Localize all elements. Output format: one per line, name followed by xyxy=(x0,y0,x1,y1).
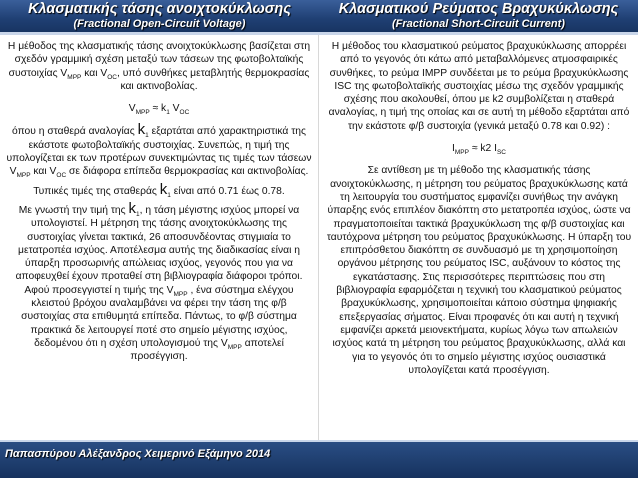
left-header xyxy=(0,2,319,30)
left-paragraph-3: Τυπικές τιμές της σταθεράς $k_1$ είναι από 0.71 έως 0.78. xyxy=(33,180,285,199)
right-paragraph-2: Σε αντίθεση με τη μέθοδο της κλασματικής τάσης ανοιχτοκύκλωσης, η μέτρηση του ρεύματος βραχυκύκλωσης κατά τη λειτουργία του συστήματος εμφανίζει συνήθως την ανάγκη ύπαρξης ενός επιπλέον διακόπτη στο μετατροπέα ισχύος, ώστε να πραγματοποιείται τακτικά βραχυκύκλωση της φ/β συστοιχίας και ταυτόχρονα μέτρηση του ρεύματος βραχυκύκλωσης. Η ύπαρξη του επιπρόσθετου διακόπτη σε συνδυασμό με τη χρησιμοποίηση οργάνου μέτρησης του ρεύματος ISC, αυξάνουν το κόστος της εγκατάστασης. Στις περισσότερες περιπτώσεις που στη βιβλιογραφία εφαρμόζεται η τεχνική του κλασματικού ρεύματος βραχυκύκλωσης, χρησιμοποιείται κάποιο σύστημα ψηφιακής επεξεργασίας σήματος. Είναι προφανές ότι και αυτή η τεχνική εμφανίζει αρκετά μειονεκτήματα, κυρίως λόγω των απωλειών ισχύος κατά τη μέτρηση του ρεύματος βραχυκύκλωσης, αλλά και για το γεγονός ότι το σημείο μέγιστης ισχύος ουσιαστικά υπολογίζεται κατά προσέγγιση. xyxy=(326,165,632,376)
right-subtitle: (Fractional Short-Circuit Current) xyxy=(392,18,565,30)
right-formula: $I_{MPP} \approx k2$ $I_{SC}$ xyxy=(452,143,506,157)
footer-bar xyxy=(0,440,638,478)
left-paragraph-2: όπου η σταθερά αναλογίας $k_1$ εξαρτάται από χαρακτηριστικά της εκάστοτε φωτοβολταϊκής συστοιχίας. Συνεπώς, η τιμή της υπολογίζεται εκ των προτέρων συνεκτιμώντας τις τιμές των τάσεων $V_{MPP}$ και $V_{OC}$ σε διάφορα επίπεδα θερμοκρασίας και ακτινοβολίας. xyxy=(6,121,312,180)
right-header xyxy=(319,2,638,30)
right-paragraph-1: Η μέθοδος του κλασματικού ρεύματος βραχυκύκλωσης απορρέει από το γεγονός ότι κάτω από μεταβαλλόμενες ατμοσφαιρικές συνθήκες, το ρεύμα IMPP συνδέεται με το ρεύμα βραχυκύκλωσης ISC της φωτοβολταϊκής συστοιχίας μέσω της σχεδόν γραμμικής σχέσης που ακολουθεί, όπου με k2 συμβολίζεται η σταθερά αναλογίας, η τιμή της οποίας και σε αυτή τη μέθοδο εξαρτάται από την εκάστοτε φ/β συστοιχία (γενικά μεταξύ 0.78 και 0.92) : xyxy=(328,41,630,132)
left-formula: $V_{MPP} \approx k_1$ $V_{OC}$ xyxy=(128,103,190,117)
left-title: Κλασματικής τάσης ανοιχτοκύκλωσης xyxy=(28,1,291,17)
footer-text: Παπασπύρου Αλέξανδρος Χειμερινό Εξάμηνο 2014 xyxy=(5,448,271,460)
left-subtitle: (Fractional Open-Circuit Voltage) xyxy=(73,18,246,30)
right-title: Κλασματικού Ρεύματος Βραχυκύκλωσης xyxy=(338,1,619,17)
left-paragraph-1: Η μέθοδος της κλασματικής τάσης ανοιχτοκύκλωσης βασίζεται στη σχεδόν γραμμική σχέση μεταξύ των τάσεων της φωτοβολταϊκής συστοιχίας $V_{MPP}$ και $V_{OC}$, υπό συνθήκες μεταβλητής θερμοκρασίας και ακτινοβολίας. xyxy=(7,41,311,92)
left-paragraph-4: Με γνωστή την τιμή της $k_1$, η τάση μέγιστης ισχύος μπορεί να υπολογιστεί. Η μέτρηση της τάσης ανοιχτοκύκλωσης της συστοιχίας γίνεται τακτικά, 26 αποσυνδέοντας στιγμιαία το μετατροπέα ισχύος. Αποτέλεσμα αυτής της διαδικασίας είναι η ύπαρξη προσωρινής απώλειας ισχύος, γεγονός που για να αποφευχθεί έχουν προταθεί στη βιβλιογραφία διάφοροι τρόποι. Αφού προσεγγιστεί η τιμής της $V_{MPP}$ , ένα σύστημα ελέγχου κλειστού βρόχου αναλαμβάνει να φέρει την τάση της φ/β συστοιχίας στα επιθυμητά επίπεδα. Πάντως, το φ/β σύστημα πρακτικά δε λειτουργεί ποτέ στο σημείο μέγιστης ισχύος, δεδομένου ότι η σχέση υπολογισμού της $V_{MPP}$ αποτελεί προσέγγιση. xyxy=(15,199,303,363)
column-divider xyxy=(318,35,319,443)
left-column xyxy=(6,40,312,364)
right-column xyxy=(326,40,632,377)
